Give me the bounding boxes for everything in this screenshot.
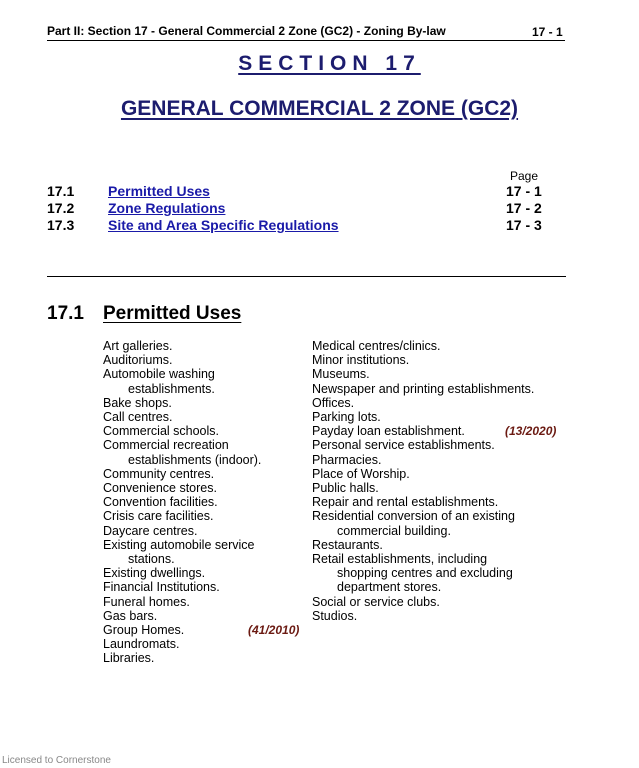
list-item: Studios. [312,608,358,623]
list-item: Commercial recreation [103,438,229,453]
list-item: Public halls. [312,481,379,496]
list-item: shopping centres and excluding [337,566,513,581]
list-item: Medical centres/clinics. [312,339,441,353]
watermark: Licensed to Cornerstone [2,755,111,766]
section-title: SECTION 17 [238,52,421,75]
list-item: Offices. [312,395,355,410]
page-number: 17 - 1 [532,25,563,39]
list-item-text: Payday loan establishment. [312,424,465,439]
amendment-note: (13/2020) [505,424,557,439]
list-item: Residential conversion of an existing [312,509,515,524]
list-item: Financial Institutions. [103,580,220,595]
toc-number: 17.3 [47,217,75,233]
toc-page: 17 - 3 [506,217,542,233]
list-item: Newspaper and printing establishments. [312,381,535,396]
list-item: Community centres. [103,466,215,481]
list-item: Auditoriums. [103,353,173,368]
list-item: Pharmacies. [312,452,382,467]
list-item: Minor institutions. [312,353,410,368]
list-item: Libraries. [103,651,155,666]
list-item: Laundromats. [103,637,180,652]
amendment-note: (41/2010) [248,623,300,638]
list-item [312,424,572,438]
list-item: Commercial schools. [103,424,220,439]
list-item: Convenience stores. [103,481,217,496]
list-item: Retail establishments, including [312,552,488,567]
list-item: Existing dwellings. [103,566,206,581]
list-item: Art galleries. [103,339,173,353]
toc-row [47,200,567,217]
list-item: Existing automobile service [103,537,255,552]
list-item: commercial building. [337,523,451,538]
list-item: Call centres. [103,410,173,425]
uses-left-column [103,339,313,666]
list-item: Parking lots. [312,410,381,425]
list-item: Gas bars. [103,608,158,623]
list-item: Funeral homes. [103,594,190,609]
toc-page: 17 - 1 [506,183,542,199]
list-item: stations. [128,552,175,567]
toc-number: 17.2 [47,200,75,216]
divider [47,276,566,277]
header-rule [47,40,565,41]
list-item: Social or service clubs. [312,594,440,609]
list-item: department stores. [337,580,442,595]
toc-row [47,183,567,200]
running-header: Part II: Section 17 - General Commercial 2 Zone (GC2) - Zoning By-law [47,24,446,38]
list-item: Repair and rental establishments. [312,495,499,510]
list-item-text: Group Homes. [103,623,185,638]
list-item: Museums. [312,367,370,382]
list-item: Convention facilities. [103,495,218,510]
toc-page-heading: Page [510,169,539,183]
toc-row [47,217,567,234]
toc-link-zone-regulations[interactable]: Zone Regulations [108,200,226,216]
list-item: Crisis care facilities. [103,509,214,524]
zone-title: GENERAL COMMERCIAL 2 ZONE (GC2) [120,97,519,120]
toc-link-site-specific[interactable]: Site and Area Specific Regulations [108,217,339,233]
list-item: establishments. [128,381,215,396]
list-item [103,623,313,637]
list-item: Restaurants. [312,537,383,552]
uses-right-column [312,339,572,623]
toc-page: 17 - 2 [506,200,542,216]
section-heading: Permitted Uses [103,303,242,324]
list-item: Personal service establishments. [312,438,495,453]
list-item: Automobile washing [103,367,215,382]
list-item: Bake shops. [103,395,172,410]
toc-link-permitted-uses[interactable]: Permitted Uses [108,183,210,199]
section-number: 17.1 [47,303,84,324]
toc-number: 17.1 [47,183,75,199]
list-item: Daycare centres. [103,523,198,538]
list-item: Place of Worship. [312,466,410,481]
list-item: establishments (indoor). [128,452,262,467]
